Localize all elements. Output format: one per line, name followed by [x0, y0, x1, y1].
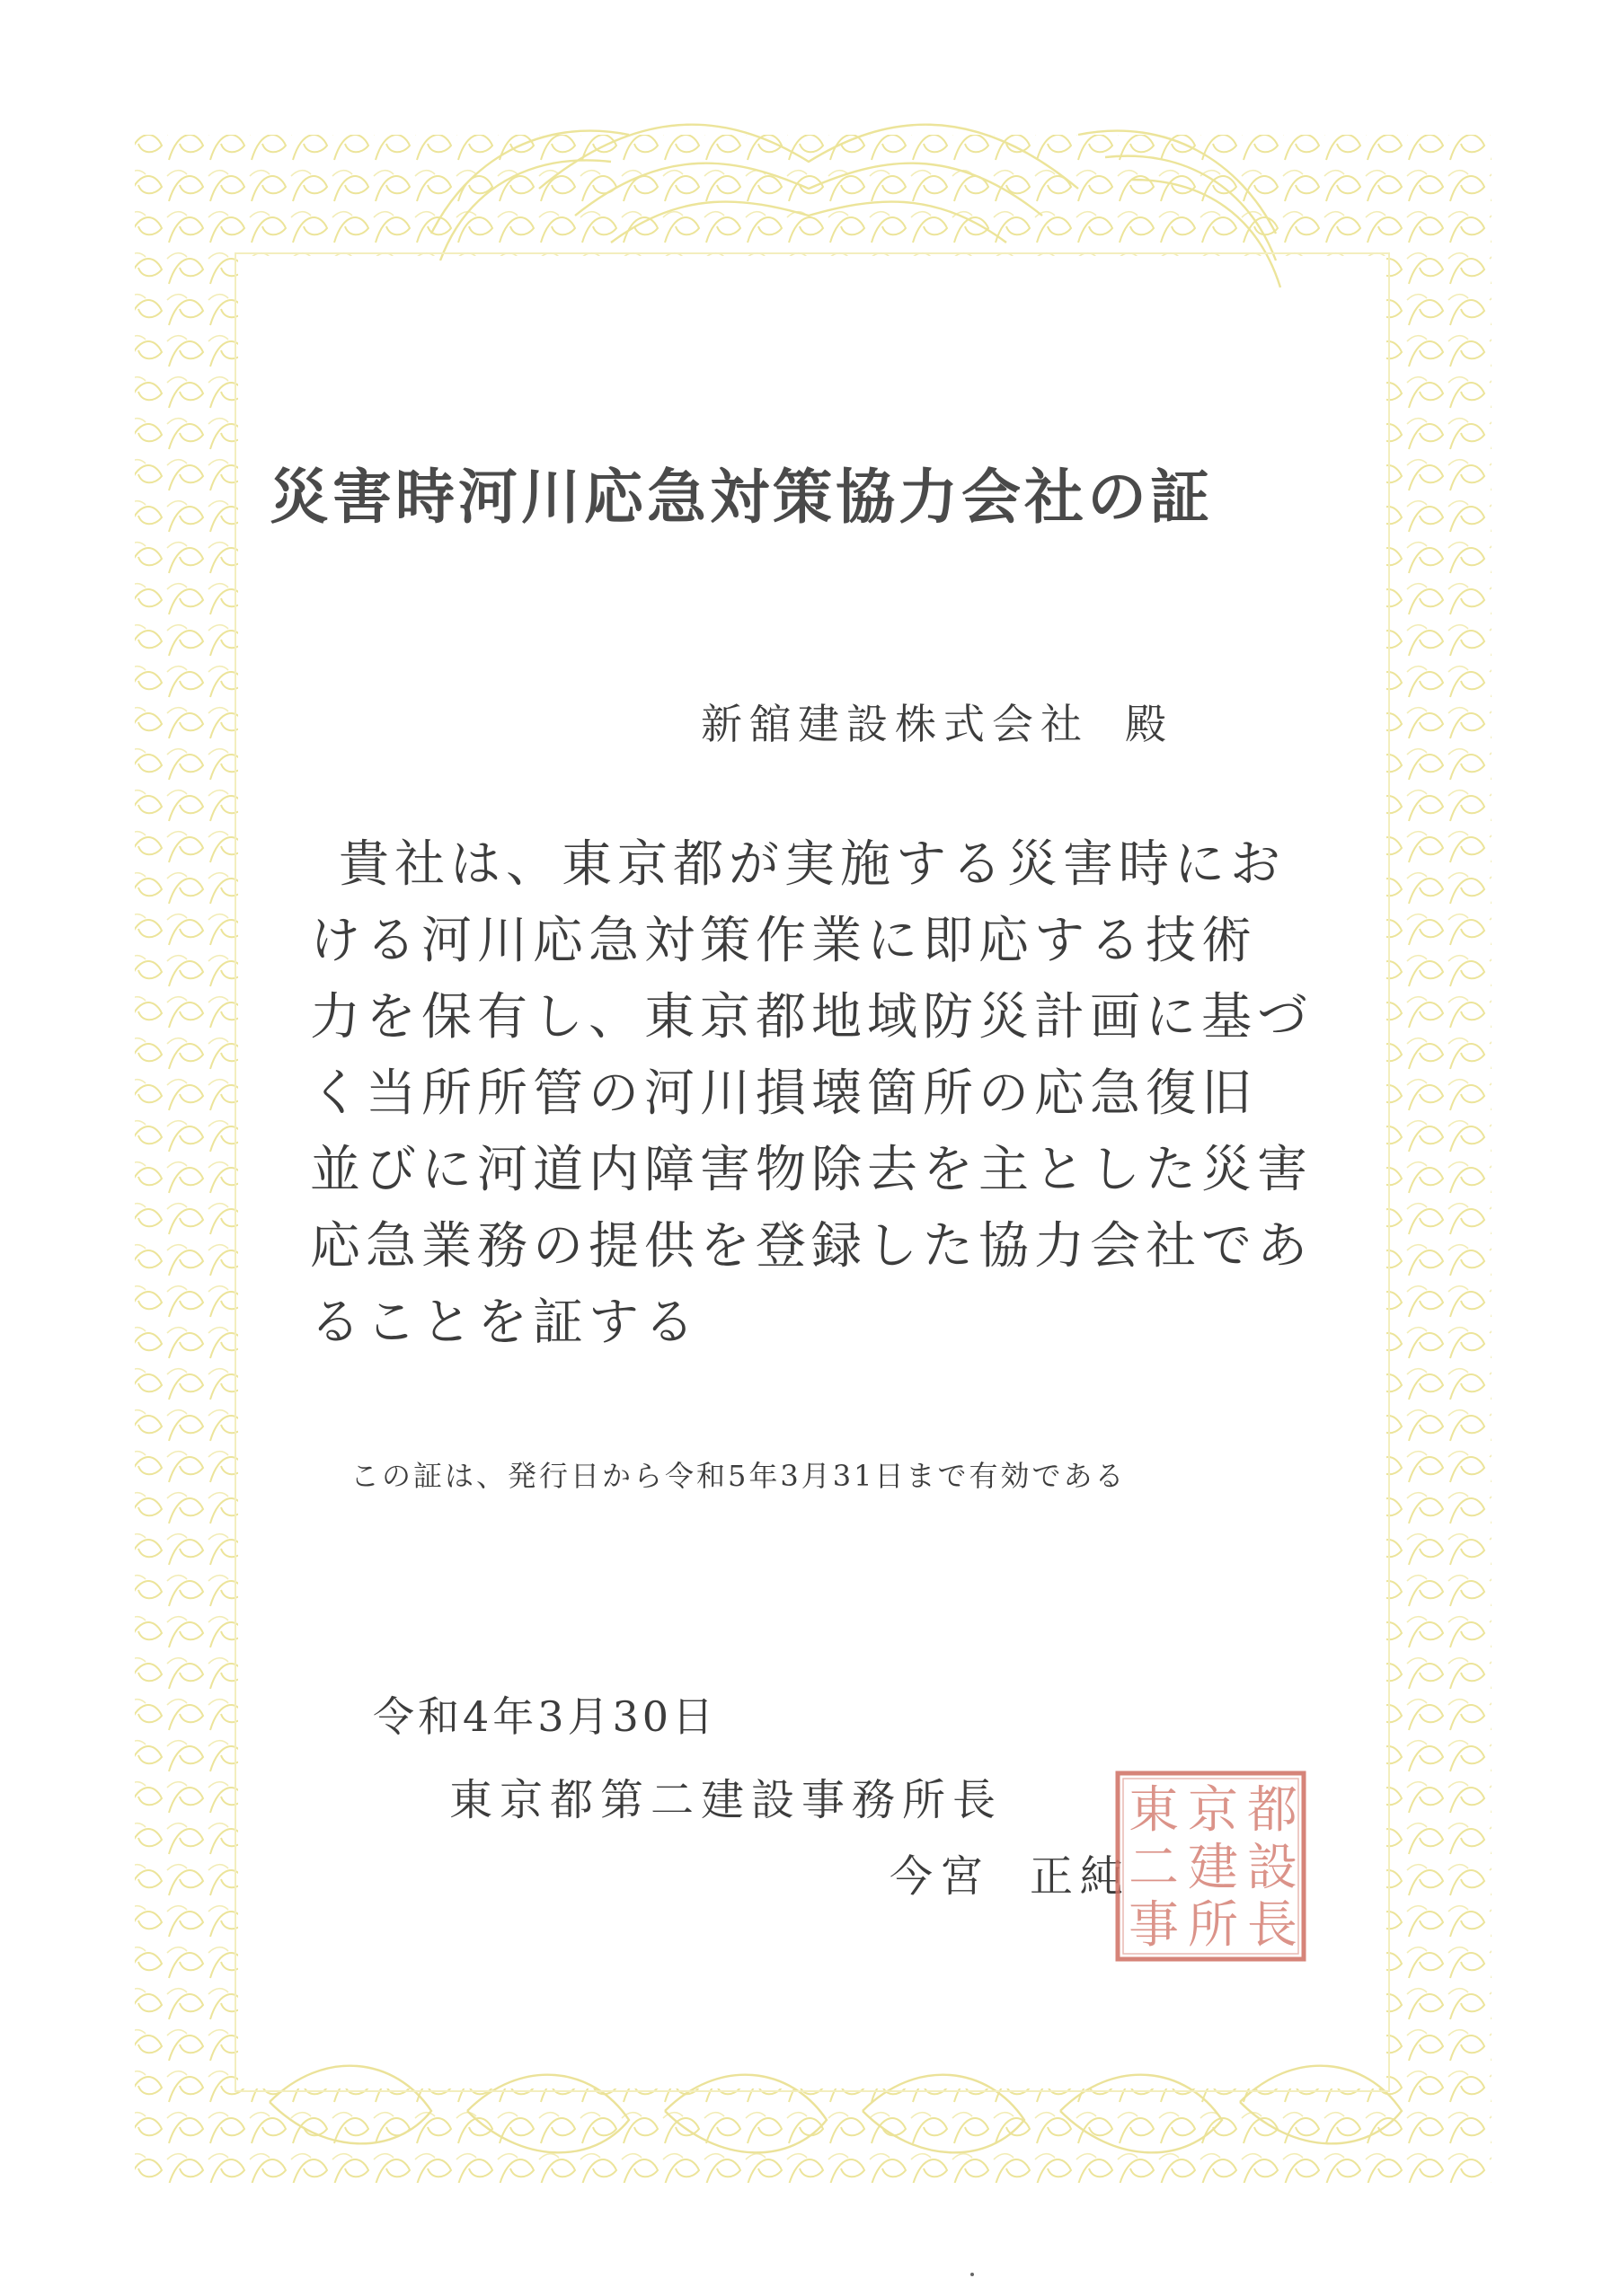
svg-text:設: 設: [1247, 1839, 1297, 1897]
validity-note: この証は、発行日から令和5年3月31日まで有効である: [350, 1459, 1127, 1493]
issuer-name: [890, 1841, 1130, 1903]
body-line: 貴社は、東京都が実施する災害時にお: [339, 835, 1286, 894]
body-line: く当所所管の河川損壊箇所の応急復旧: [310, 1064, 1257, 1123]
official-seal: [1114, 1770, 1307, 1963]
svg-text:建: 建: [1188, 1839, 1238, 1897]
recipient-name: 新舘建設株式会社: [701, 700, 1089, 748]
certificate-title: 災害時河川応急対策協力会社の証: [270, 462, 1213, 532]
body-line: 並びに河道内障害物除去を主とした災害: [310, 1141, 1313, 1199]
issuer-given-name: 正純: [1030, 1851, 1131, 1902]
body-line: 応急業務の提供を登録した協力会社であ: [310, 1217, 1313, 1276]
svg-text:都: 都: [1247, 1781, 1297, 1840]
recipient-honorific: 殿: [1125, 700, 1173, 748]
body-line: ることを証する: [310, 1294, 700, 1352]
body-line: 力を保有し、東京都地域防災計画に基づ: [310, 988, 1313, 1046]
certificate-body: [310, 826, 1334, 1361]
svg-text:長: 長: [1247, 1896, 1297, 1955]
body-line: ける河川応急対策作業に即応する技術: [310, 912, 1257, 970]
issue-date: 令和4年3月30日: [373, 1692, 718, 1741]
issuer-office: 東京都第二建設事務所長: [449, 1775, 1004, 1825]
svg-text:二: 二: [1129, 1839, 1179, 1897]
svg-text:所: 所: [1188, 1896, 1238, 1955]
recipient: [701, 692, 1173, 751]
issuer-family-name: 今宮: [890, 1851, 991, 1902]
svg-text:事: 事: [1129, 1896, 1179, 1955]
speck: [970, 2273, 974, 2276]
svg-text:京: 京: [1188, 1781, 1238, 1840]
svg-text:東: 東: [1129, 1781, 1179, 1840]
